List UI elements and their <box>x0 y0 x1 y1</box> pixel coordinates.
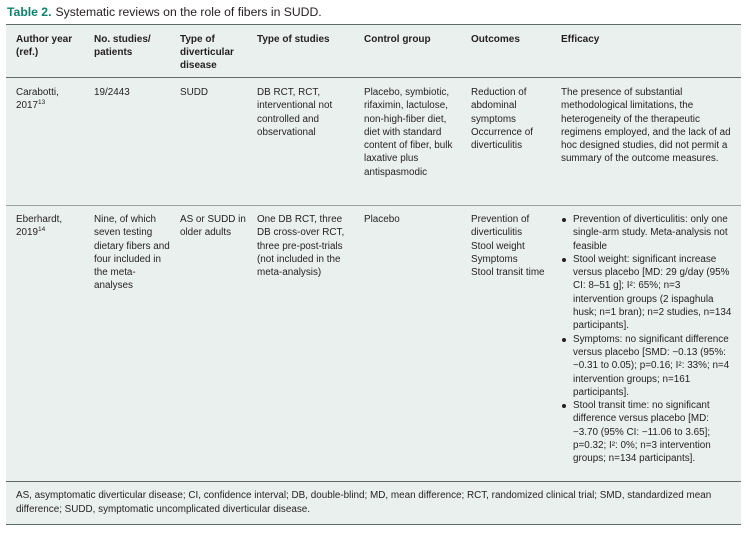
header-author-year: Author year (ref.) <box>16 34 73 58</box>
table-title: Systematic reviews on the role of fibers in SUDD. <box>55 5 322 19</box>
row2-control-group: Placebo <box>364 214 400 225</box>
header-studies-patients: No. studies/ patients <box>94 34 151 58</box>
row1-study-type: DB RCT, RCT, interventional not controlled and observational <box>257 87 333 138</box>
outcome-item: Prevention of diverticulitis <box>471 214 530 239</box>
outcome-item: Occurrence of diverticulitis <box>471 126 534 152</box>
efficacy-list-item: Symptoms: no significant difference versus placebo [SMD: −0.13 (95%: −0.31 to 0.05); p=0.16; I²: 33%; n=4 intervention groups; n=161 participants]. <box>573 333 733 399</box>
efficacy-list-item: Prevention of diverticulitis: only one single-arm study. Meta-analysis not feasible <box>573 213 733 253</box>
systematic-reviews-table <box>6 24 741 525</box>
row2-disease: AS or SUDD in older adults <box>180 214 246 239</box>
header-study-type: Type of studies <box>257 34 330 45</box>
efficacy-list-item: Stool transit time: no significant difference versus placebo [MD: −3.70 (95% CI: −11.06 to 3.65]; p=0.32; I²: 0%; n=3 intervention groups; n=134 participants]. <box>573 399 733 465</box>
row2-study-type: One DB RCT, three DB cross-over RCT, three pre-post-trials (not included in the meta-analysis) <box>257 214 345 279</box>
table-caption <box>7 4 322 21</box>
row2-author: Eberhardt, 2019$^{14}$ <box>16 214 63 239</box>
table-footnote: AS, asymptomatic diverticular disease; CI, confidence interval; DB, double-blind; MD, mean difference; RCT, randomized clinical trial; SMD, standardized mean difference; SUDD, symptomatic uncomplicated diverticular disease. <box>16 490 712 515</box>
header-control-group: Control group <box>364 34 431 45</box>
efficacy-list-item: Stool weight: significant increase versus placebo [MD: 29 g/day (95% CI: 8–51 g]; I²: 65%; n=3 intervention groups (2 ispaghula husk; n=1 bran); n=2 studies, n=134 participants]. <box>573 253 732 332</box>
row2-outcomes <box>471 213 557 279</box>
outcome-item: Reduction of abdominal symptoms <box>471 87 527 125</box>
outcome-item: Stool weight <box>471 240 525 252</box>
header-efficacy: Efficacy <box>561 34 600 45</box>
header-disease-type: Type of diverticular disease <box>180 34 234 71</box>
row1-outcomes <box>471 86 557 152</box>
row2-studies: Nine, of which seven testing dietary fibers and four included in the meta-analyses <box>94 214 170 292</box>
outcome-item: Stool transit time <box>471 267 545 279</box>
row1-efficacy: The presence of substantial methodological limitations, the heterogeneity of the therapeutic regimens employed, and the lack of ad hoc designed studies, did not permit a summary of the outcome measures. <box>561 87 731 165</box>
row2-efficacy <box>559 213 733 466</box>
table-header-row <box>6 25 741 75</box>
row-divider <box>6 205 741 206</box>
header-divider <box>6 77 741 78</box>
row1-control-group: Placebo, symbiotic, rifaximin, lactulose, non-high-fiber diet, diet with standard content of fiber, bulk laxative plus antispasmodic <box>364 87 453 178</box>
outcome-item: Symptoms <box>471 253 518 265</box>
footnote-divider <box>6 481 741 482</box>
table-label: Table 2. <box>7 5 52 19</box>
efficacy-list <box>559 213 733 466</box>
header-outcomes: Outcomes <box>471 34 520 45</box>
row1-disease: SUDD <box>180 87 208 98</box>
row1-author: Carabotti, 2017$^{13}$ <box>16 87 59 112</box>
row1-studies: 19/2443 <box>94 87 130 98</box>
